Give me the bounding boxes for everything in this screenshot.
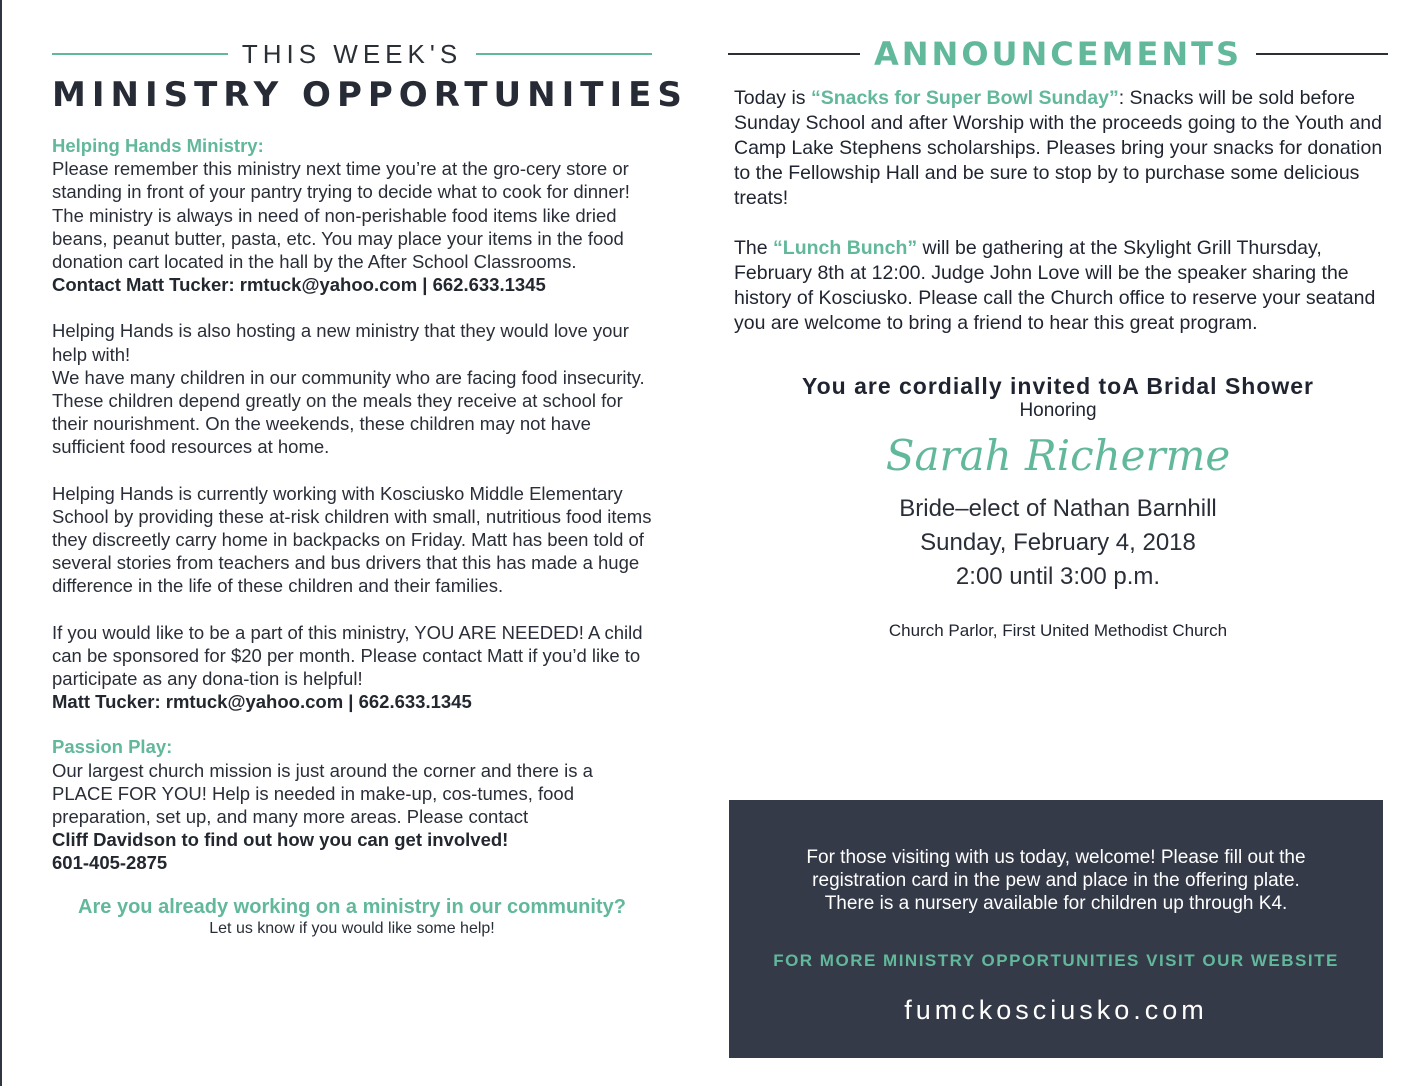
- invite-headline: You are cordially invited toA Bridal Shower: [801, 373, 1315, 399]
- helping-hands-paragraph-1: Please remember this ministry next time you’re at the gro-cery store or standing in front of your pantry trying to decide what to cook for dinner! The ministry is always in need of non-perishable food items like dried beans, peanut butter, pasta, etc. You may place your items in the food donation cart located in the hall by the After School Classrooms.: [52, 158, 630, 273]
- helping-hands-paragraph-3: Helping Hands is currently working with Kosciusko Middle Elementary School by providing these at-risk children with small, nutritious food items they discreetly carry home in backpacks on Friday. Matt has been told of several stories from teachers and bus drivers that this has made a huge difference in the life of these children and their families.: [52, 482, 652, 597]
- section-kicker: THIS WEEK'S: [241, 39, 463, 69]
- announcements-rule-left: [728, 53, 860, 55]
- invite-bride-elect: Bride–elect of Nathan Barnhill: [899, 495, 1217, 522]
- announcement-snacks: [734, 86, 1388, 211]
- helping-hands-section: [52, 134, 652, 713]
- passion-play-contact: Cliff Davidson to find out how you can get involved!: [52, 829, 509, 851]
- bridal-shower-invite: [728, 372, 1388, 642]
- welcome-line-1: For those visiting with us today, welcome! Please fill out the: [806, 847, 1306, 868]
- header-rule-left: [52, 53, 228, 55]
- ministry-opportunities-column: [52, 38, 688, 939]
- announcements-body: [728, 86, 1388, 336]
- helping-hands-paragraph-4: If you would like to be a part of this ministry, YOU ARE NEEDED! A child can be sponsored for $20 per month. Please contact Matt if you’d like to participate as any dona-tion is helpful!: [52, 621, 643, 690]
- community-ask: [52, 895, 652, 939]
- welcome-box: [729, 800, 1383, 1058]
- page-title: MINISTRY OPPORTUNITIES: [52, 75, 688, 115]
- helping-hands-heading: Helping Hands Ministry:: [52, 135, 264, 156]
- website-link[interactable]: fumckosciusko.com: [904, 995, 1208, 1025]
- passion-play-phone: 601-405-2875: [52, 852, 168, 874]
- welcome-line-3: There is a nursery available for children up through K4.: [824, 893, 1288, 914]
- welcome-message: [729, 846, 1383, 915]
- invite-honoring: Honoring: [1019, 400, 1097, 421]
- announcement-snacks-pre: Today is: [734, 87, 811, 109]
- helping-hands-contact-1: Contact Matt Tucker: rmtuck@yahoo.com | 662.633.1345: [52, 274, 546, 296]
- ministry-header-row: [52, 38, 652, 70]
- invite-bride-name: Sarah Richerme: [885, 431, 1231, 480]
- helping-hands-contact-2: Matt Tucker: rmtuck@yahoo.com | 662.633.1345: [52, 691, 472, 713]
- announcements-header-row: [728, 34, 1388, 74]
- announcement-lunch-pre: The: [734, 237, 774, 259]
- community-ask-answer: Let us know if you would like some help!: [209, 919, 495, 937]
- announcement-lunch-bunch: [734, 236, 1388, 336]
- passion-play-heading: Passion Play:: [52, 736, 173, 758]
- passion-play-section: [52, 735, 652, 874]
- announcement-lunch-post: will be gathering at the Skylight Grill Thursday, February 8th at 12:00. Judge John Love will be the speaker sharing the history of Kosciusko. Please call the Church office to reserve your seatand you are welcome to bring a friend to hear this great program.: [734, 237, 1376, 334]
- announcements-rule-right: [1256, 53, 1388, 55]
- announcements-title: ANNOUNCEMENTS: [874, 35, 1242, 73]
- helping-hands-paragraph-2a: Helping Hands is also hosting a new ministry that they would love your help with!: [52, 320, 629, 365]
- invite-location: Church Parlor, First United Methodist Church: [888, 621, 1228, 640]
- announcement-snacks-highlight: “Snacks for Super Bowl Sunday”: [810, 87, 1119, 109]
- page-edge-divider: [0, 0, 2, 1086]
- website-cta: FOR MORE MINISTRY OPPORTUNITIES VISIT OUR WEBSITE: [773, 951, 1339, 970]
- passion-play-paragraph: Our largest church mission is just around the corner and there is a PLACE FOR YOU! Help is needed in make-up, cos-tumes, food preparation, set up, and many more areas. Please contact: [52, 759, 593, 828]
- announcement-lunch-highlight: “Lunch Bunch”: [773, 237, 918, 259]
- helping-hands-paragraph-2b: We have many children in our community who are facing food insecurity. These children depend greatly on the meals they receive at school for their nourishment. On the weekends, these children may not have sufficient food resources at home.: [52, 366, 645, 458]
- invite-date: Sunday, February 4, 2018: [920, 529, 1196, 556]
- announcements-column: [728, 34, 1388, 642]
- community-ask-question: Are you already working on a ministry in our community?: [78, 895, 626, 918]
- welcome-line-2: registration card in the pew and place in the offering plate.: [812, 870, 1300, 891]
- announcement-snacks-post: : Snacks will be sold before Sunday School and after Worship with the proceeds going to the Youth and Camp Lake Stephens scholarships. Pleases bring your snacks for donation to the Fellowship Hall and be sure to stop by to purchase some delicious treats!: [734, 87, 1383, 209]
- invite-time: 2:00 until 3:00 p.m.: [955, 563, 1161, 590]
- header-rule-right: [476, 53, 652, 55]
